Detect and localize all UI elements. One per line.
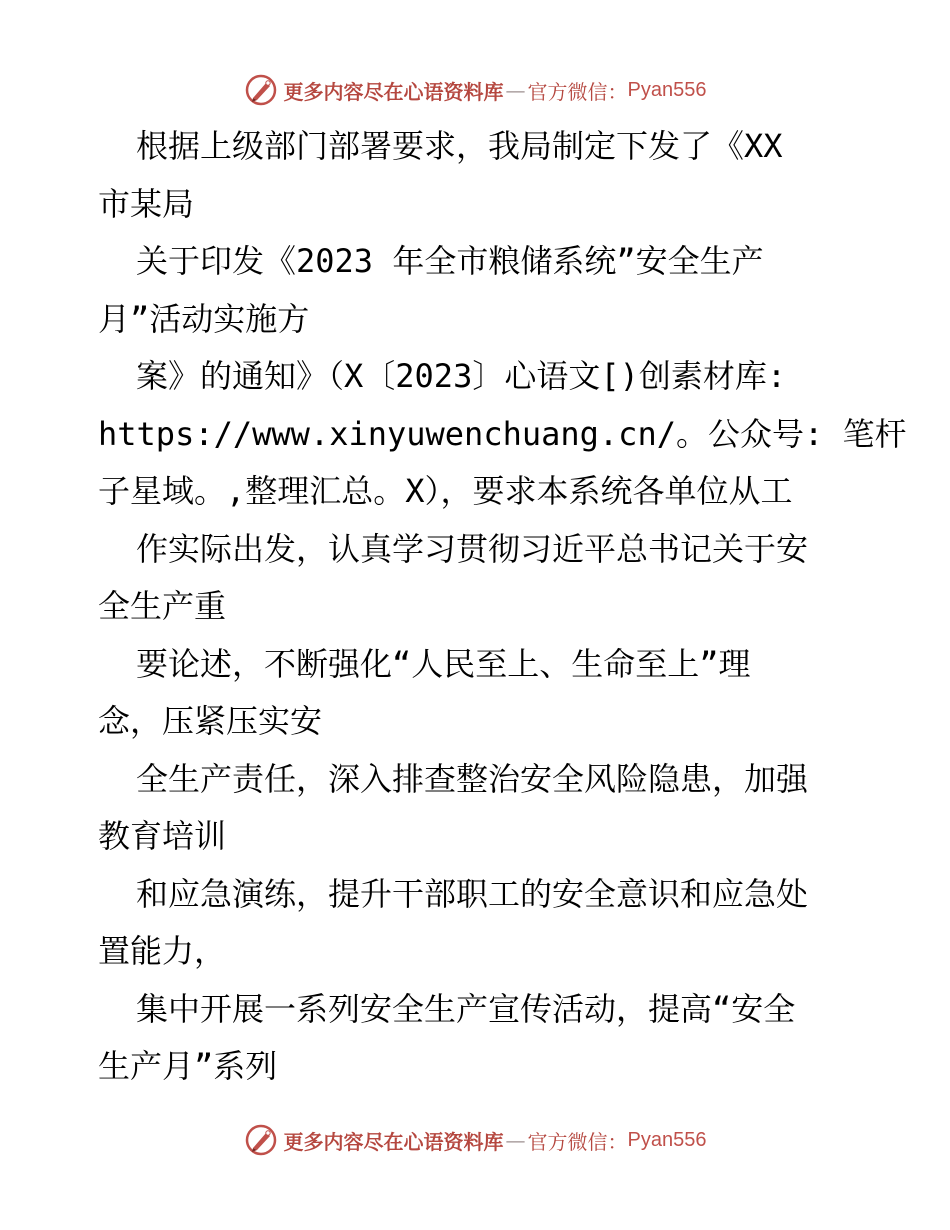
body-line: 根据上级部门部署要求，我局制定下发了《XX xyxy=(136,127,783,165)
header-banner xyxy=(0,70,950,110)
pen-logo-icon xyxy=(244,1123,278,1157)
banner-separator: — xyxy=(505,78,526,102)
body-line: 作实际出发，认真学习贯彻习近平总书记关于安 xyxy=(136,529,809,568)
banner-main-text: 更多内容尽在心语资料库 xyxy=(283,1129,504,1154)
document-body xyxy=(98,118,907,1096)
body-line: 全生产重 xyxy=(98,587,227,625)
pen-logo-icon xyxy=(244,73,278,107)
body-line: 月”活动实施方 xyxy=(98,299,310,338)
banner-wechat-id: Pyan556 xyxy=(627,1128,707,1151)
body-line: 置能力， xyxy=(98,932,227,970)
body-line: 市某局 xyxy=(98,184,195,223)
footer-banner xyxy=(0,1120,950,1160)
body-line: 念，压紧压实安 xyxy=(98,702,323,740)
banner-wechat-label: 官方微信： xyxy=(527,79,628,104)
body-line: 案》的通知》（X〔2023〕心语文[)创素材库: xyxy=(136,357,787,395)
body-line: 关于印发《2023 年全市粮储系统”安全生产 xyxy=(136,242,764,280)
body-line: 集中开展一系列安全生产宣传活动，提高“安全 xyxy=(136,989,796,1028)
body-line: 要论述，不断强化“人民至上、生命至上”理 xyxy=(136,644,751,683)
banner-wechat-id: Pyan556 xyxy=(627,78,707,101)
body-line: 教育培训 xyxy=(98,817,227,855)
banner-main-text: 更多内容尽在心语资料库 xyxy=(283,79,504,104)
body-line: 子星域。,整理汇总。X），要求本系统各单位从工 xyxy=(98,472,793,510)
body-line: 全生产责任，深入排查整治安全风险隐患，加强 xyxy=(136,759,809,798)
banner-separator: — xyxy=(505,1128,526,1152)
body-line: 和应急演练，提升干部职工的安全意识和应急处 xyxy=(136,874,809,913)
body-line: 生产月”系列 xyxy=(98,1047,278,1085)
banner-wechat-label: 官方微信： xyxy=(527,1129,628,1154)
body-line: https://www.xinyuwenchuang.cn/。公众号: 笔杆 xyxy=(98,414,907,453)
